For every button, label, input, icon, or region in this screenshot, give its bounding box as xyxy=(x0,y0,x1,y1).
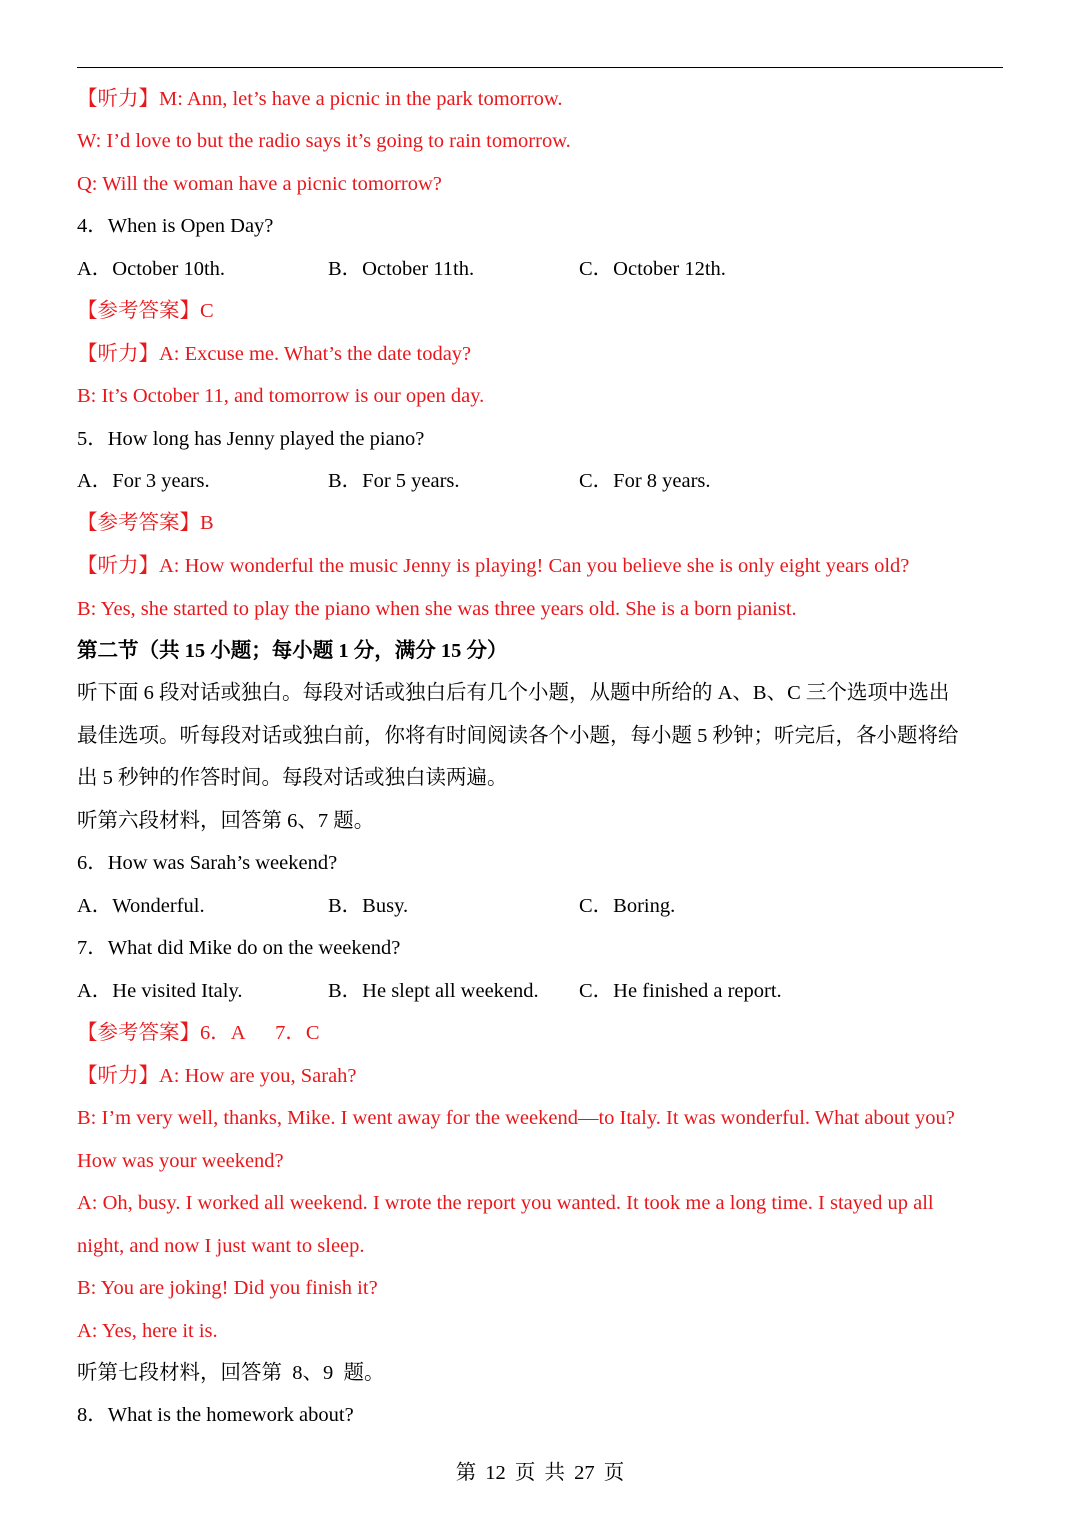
question-7-options xyxy=(77,978,1003,1004)
option-b: B．For 5 years. xyxy=(328,470,460,492)
option-a: A．For 3 years. xyxy=(77,470,210,492)
option-a: A．He visited Italy. xyxy=(77,980,243,1002)
option-c: C．October 12th. xyxy=(579,258,726,280)
question-6-options xyxy=(77,893,1003,919)
header-rule xyxy=(77,67,1003,68)
listening-text-6: 【听力】A: How wonderful the music Jenny is playing! Can you believe she is only eight years old? xyxy=(77,555,910,577)
page-footer: 第 12 页 共 27 页 xyxy=(455,1462,625,1484)
option-b: B．October 11th. xyxy=(328,258,475,280)
listening-text-1: 【听力】M: Ann, let’s have a picnic in the park tomorrow. xyxy=(77,88,563,110)
listening-text-5: B: It’s October 11, and tomorrow is our open day. xyxy=(77,385,485,407)
question-5: 5．How long has Jenny played the piano? xyxy=(77,428,425,450)
question-7: 7．What did Mike do on the weekend? xyxy=(77,937,401,959)
instruction-line-2: 最佳选项。听每段对话或独白前，你将有时间阅读各个小题，每小题 5 秒钟；听完后，各小题将给 xyxy=(77,725,959,747)
option-c: C．He finished a report. xyxy=(579,980,782,1002)
listening-text-13: B: You are joking! Did you finish it? xyxy=(77,1277,378,1299)
listening-text-9: B: I’m very well, thanks, Mike. I went away for the weekend—to Italy. It was wonderful. What about you? xyxy=(77,1107,955,1129)
listening-text-10: How was your weekend? xyxy=(77,1150,284,1172)
instruction-line-3: 出 5 秒钟的作答时间。每段对话或独白读两遍。 xyxy=(77,767,508,789)
question-4-options xyxy=(77,256,1003,282)
option-a: A．October 10th. xyxy=(77,258,226,280)
listening-text-7: B: Yes, she started to play the piano when she was three years old. She is a born pianist. xyxy=(77,598,797,620)
option-a: A．Wonderful. xyxy=(77,895,205,917)
part-6-heading: 听第六段材料，回答第 6、7 题。 xyxy=(77,810,375,832)
question-4: 4．When is Open Day? xyxy=(77,215,274,237)
answer-4: 【参考答案】C xyxy=(77,300,214,322)
listening-text-14: A: Yes, here it is. xyxy=(77,1320,218,1342)
option-b: B．Busy. xyxy=(328,895,409,917)
listening-text-3: Q: Will the woman have a picnic tomorrow? xyxy=(77,173,442,195)
option-b: B．He slept all weekend. xyxy=(328,980,539,1002)
option-c: C．For 8 years. xyxy=(579,470,711,492)
listening-text-2: W: I’d love to but the radio says it’s going to rain tomorrow. xyxy=(77,130,571,152)
instruction-line-1: 听下面 6 段对话或独白。每段对话或独白后有几个小题，从题中所给的 A、B、C 三个选项中选出 xyxy=(77,682,950,704)
answer-5: 【参考答案】B xyxy=(77,512,214,534)
answer-6-7: 【参考答案】6．A 7．C xyxy=(77,1022,320,1044)
listening-text-8: 【听力】A: How are you, Sarah? xyxy=(77,1065,357,1087)
listening-text-12: night, and now I just want to sleep. xyxy=(77,1235,365,1257)
option-c: C．Boring. xyxy=(579,895,676,917)
listening-text-11: A: Oh, busy. I worked all weekend. I wrote the report you wanted. It took me a long time. I stayed up all xyxy=(77,1192,934,1214)
question-5-options xyxy=(77,468,1003,494)
question-6: 6．How was Sarah’s weekend? xyxy=(77,852,338,874)
question-8: 8．What is the homework about? xyxy=(77,1404,354,1426)
part-7-heading: 听第七段材料，回答第 8、9 题。 xyxy=(77,1362,385,1384)
section-2-heading: 第二节（共 15 小题；每小题 1 分，满分 15 分） xyxy=(77,640,508,662)
listening-text-4: 【听力】A: Excuse me. What’s the date today? xyxy=(77,343,472,365)
